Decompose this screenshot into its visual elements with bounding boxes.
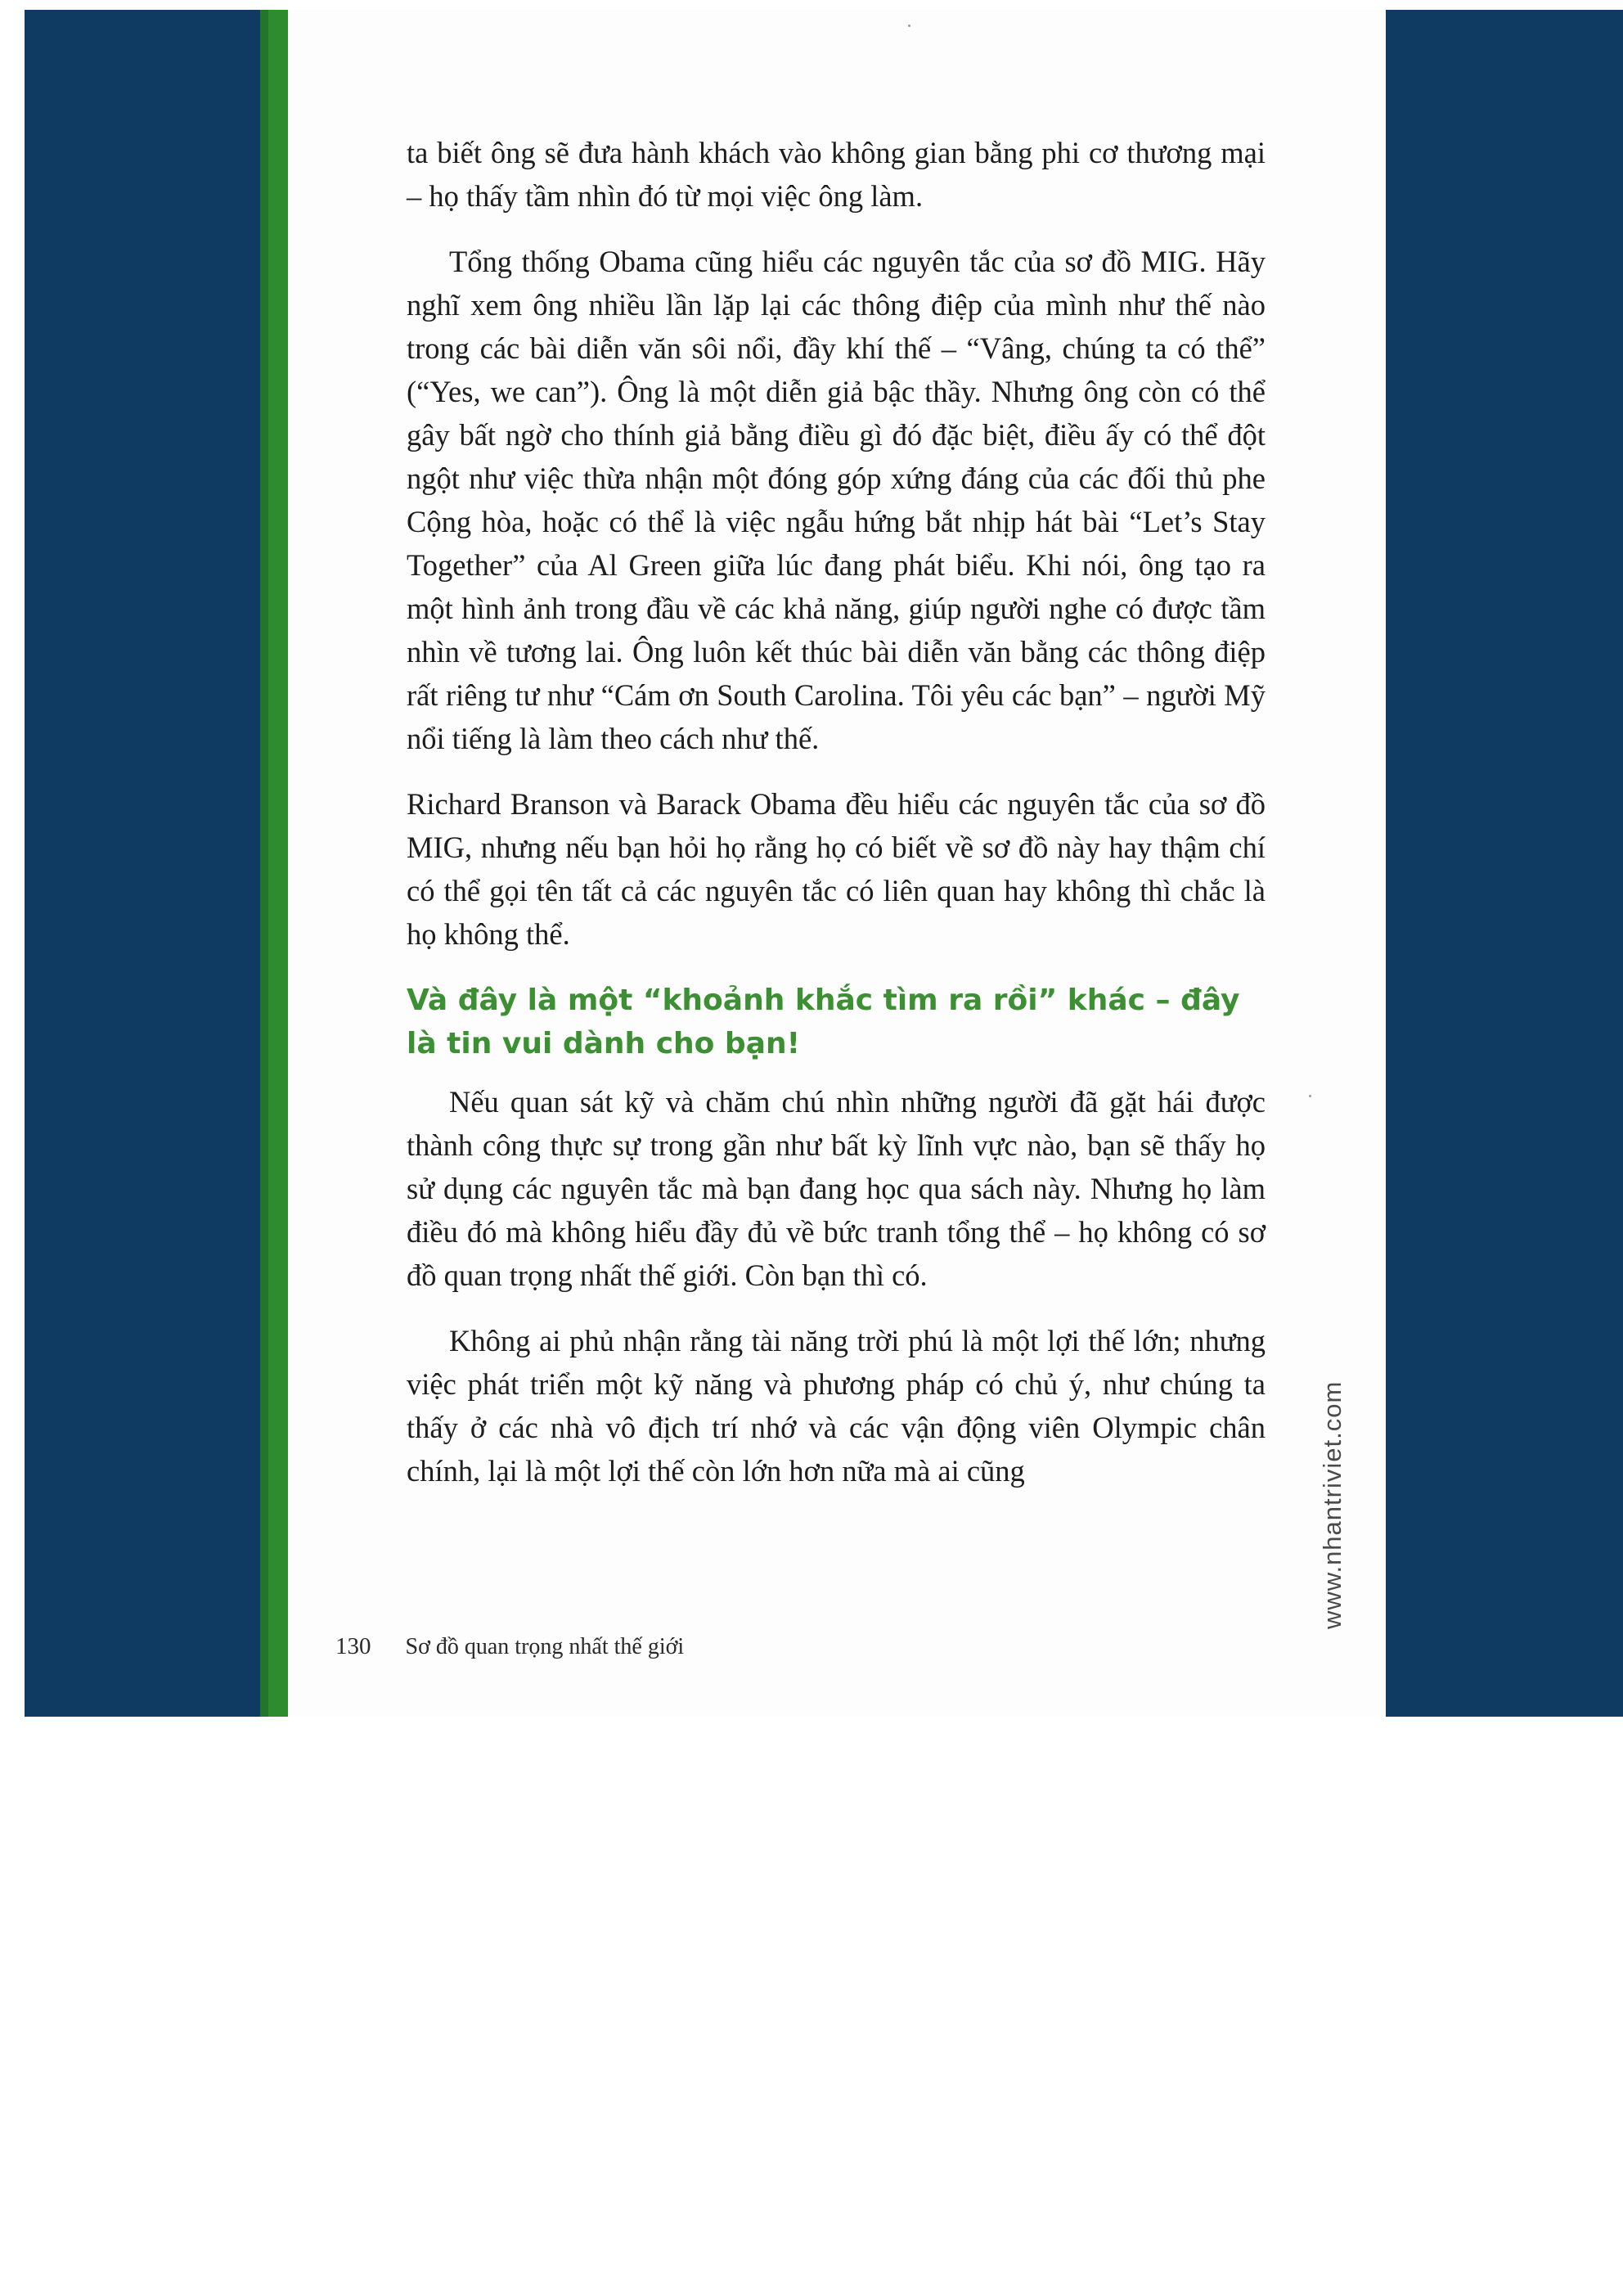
scan-speck xyxy=(908,25,910,27)
body-text xyxy=(407,131,1266,1515)
page-footer xyxy=(335,1633,684,1660)
paragraph-3: Richard Branson và Barack Obama đều hiểu các nguyên tắc của sơ đồ MIG, nhưng nếu bạn hỏi họ rằng họ có biết về sơ đồ này hay thậm chí có thể gọi tên tất cả các nguyên tắc có liên quan hay không thì chắc là họ không thể. xyxy=(407,787,1266,951)
page-number: 130 xyxy=(335,1633,371,1659)
left-cover-edge xyxy=(25,10,260,1717)
right-cover-edge xyxy=(1386,10,1623,1717)
paragraph-2: Tổng thống Obama cũng hiểu các nguyên tắc của sơ đồ MIG. Hãy nghĩ xem ông nhiều lần lặp lại các thông điệp của mình như thế nào trong các bài diễn văn sôi nổi, đầy khí thế – “Vâng, chúng ta có thể” (“Yes, we can”). Ông là một diễn giả bậc thầy. Nhưng ông còn có thể gây bất ngờ cho thính giả bằng điều gì đó đặc biệt, điều ấy có thể đột ngột như việc thừa nhận một đóng góp xứng đáng của các đối thủ phe Cộng hòa, hoặc có thể là việc ngẫu hứng bắt nhịp hát bài “Let’s Stay Together” của Al Green giữa lúc đang phát biểu. Khi nói, ông tạo ra một hình ảnh trong đầu về các khả năng, giúp người nghe có được tầm nhìn về tương lai. Ông luôn kết thúc bài diễn văn bằng các thông điệp rất riêng tư như “Cám ơn South Carolina. Tôi yêu các bạn” – người Mỹ nổi tiếng là làm theo cách như thế. xyxy=(407,245,1266,755)
section-heading: Và đây là một “khoảnh khắc tìm ra rồi” khác – đây là tin vui dành cho bạn! xyxy=(407,984,1240,1060)
paragraph-4: Nếu quan sát kỹ và chăm chú nhìn những người đã gặt hái được thành công thực sự trong gần như bất kỳ lĩnh vực nào, bạn sẽ thấy họ sử dụng các nguyên tắc mà bạn đang học qua sách này. Nhưng họ làm điều đó mà không hiểu đầy đủ về bức tranh tổng thể – họ không có sơ đồ quan trọng nhất thế giới. Còn bạn thì có. xyxy=(407,1085,1266,1292)
running-title: Sơ đồ quan trọng nhất thế giới xyxy=(405,1634,685,1659)
paragraph-1: ta biết ông sẽ đưa hành khách vào không gian bằng phi cơ thương mại – họ thấy tầm nhìn đó từ mọi việc ông làm. xyxy=(407,136,1266,213)
green-spine-shadow xyxy=(260,10,268,1717)
paragraph-5: Không ai phủ nhận rằng tài năng trời phú là một lợi thế lớn; nhưng việc phát triển một kỹ năng và phương pháp có chủ ý, như chúng ta thấy ở các nhà vô địch trí nhớ và các vận động viên Olympic chân chính, lại là một lợi thế còn lớn hơn nữa mà ai cũng xyxy=(407,1324,1266,1488)
scan-speck xyxy=(1309,1095,1311,1097)
publisher-watermark: www.nhantriviet.com xyxy=(1318,1380,1347,1629)
